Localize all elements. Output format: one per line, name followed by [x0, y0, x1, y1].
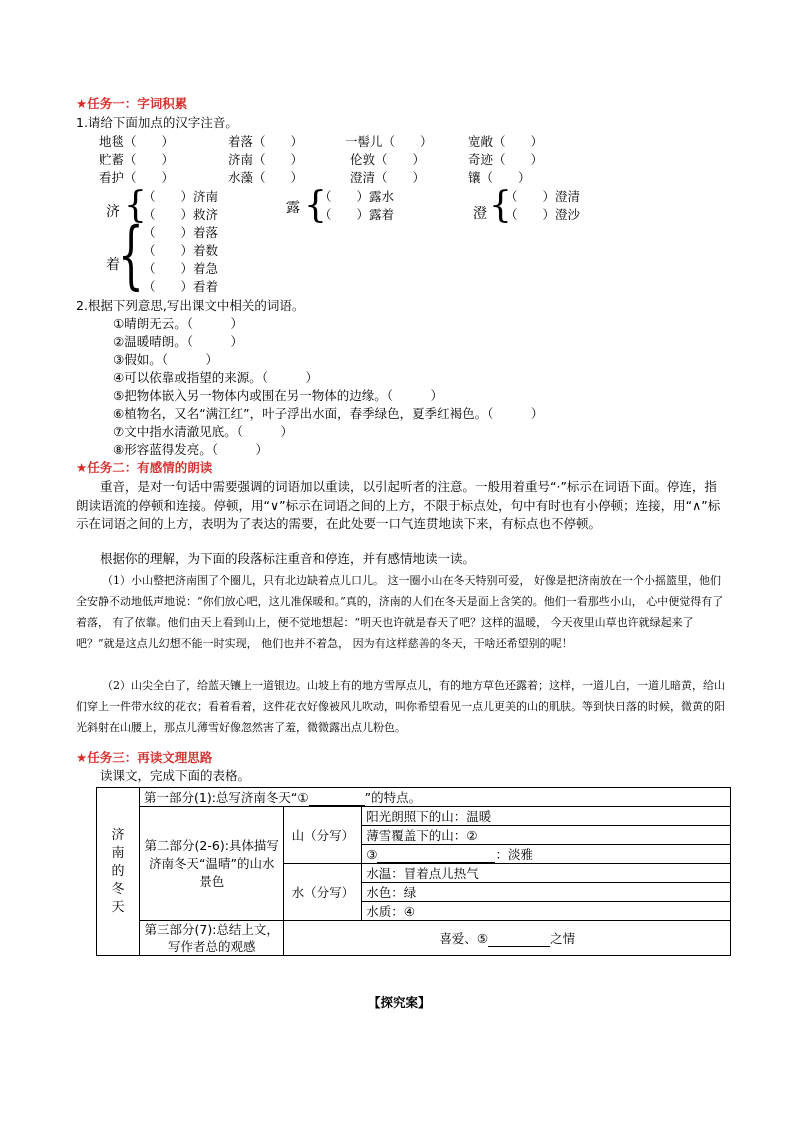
- structure-table: [96, 787, 731, 956]
- water-row-1: 水温：冒着点儿热气: [362, 864, 731, 883]
- part1-cell: 第一部分(1):总写济南冬天“① ”的特点。: [140, 788, 731, 807]
- pinyin-item: 看护（ ）: [99, 170, 175, 185]
- pinyin-item: 宽敞（ ）: [468, 134, 544, 149]
- brace-icon: {: [304, 185, 327, 226]
- definition-item: ③假如。（ ）: [113, 352, 218, 367]
- definition-item: ⑧形容蓝得发亮。（ ）: [113, 442, 268, 457]
- table-topic: 济 南 的 冬 天: [97, 788, 140, 956]
- mountain-cell: 山（分写）: [284, 807, 362, 864]
- section-footer: 【探究案】: [368, 995, 431, 1010]
- pinyin-item: 澄清（ ）: [350, 170, 426, 185]
- part2-cell: 第二部分(2-6):具体描写济南冬天“温晴”的山水景色: [140, 807, 284, 921]
- definition-item: ⑥植物名，又名“满江红”，叶子浮出水面，春季绿色，夏季红褐色。（ ）: [113, 406, 544, 421]
- water-row-3: 水质：④: [362, 902, 731, 921]
- mountain-row-2: 薄雪覆盖下的山：②: [362, 826, 731, 845]
- polyphone-cheng: 澄: [473, 206, 487, 222]
- definition-item: ②温暖晴朗。（ ）: [113, 334, 243, 349]
- pinyin-item: 奇迹（ ）: [468, 152, 544, 167]
- conclusion-cell: 喜爱、⑤ 之情: [284, 921, 731, 956]
- pinyin-item: 一髻儿（ ）: [345, 134, 433, 149]
- definition-item: ⑤把物体嵌入另一物体内或围在另一物体的边缘。（ ）: [113, 388, 443, 403]
- mountain-row-1: 阳光朗照下的山：温暖: [362, 807, 731, 826]
- part3-cell: 第三部分(7):总结上文，写作者总的观感: [140, 921, 284, 956]
- question-1: 1.请给下面加点的汉字注音。: [76, 115, 238, 130]
- brace-icon: {: [124, 185, 147, 226]
- answer-blank[interactable]: [377, 847, 495, 863]
- polyphone-zhe: 着: [106, 257, 120, 273]
- polyphone-item: （ ）救济: [143, 207, 219, 222]
- answer-blank[interactable]: [488, 931, 550, 947]
- brace-icon: {: [118, 212, 144, 298]
- pinyin-item: 伦敦（ ）: [350, 152, 426, 167]
- water-row-2: 水色：绿: [362, 883, 731, 902]
- polyphone-item: （ ）看着: [143, 279, 219, 294]
- reading-passage-1: （1）小山整把济南围了个圈儿，只有北边缺着点儿口儿。 这一圈小山在冬天特别可爱， 好像是把济南放在一个小摇篮里，他们全安静不动地低声地说：“你们放心吧，这儿准保暖和。”真的，济南的人们在冬天是面上含笑的。他们一看那些小山， 心中便觉得有了着落， 有了依靠。他们由天上看到山上，便不觉地想起：“明天也许就是春天了吧？这样的温暖， 今天夜里山草也许就绿起来了吧？”就是这点儿幻想不能一时实现， 他们也并不着急， 因为有这样慈善的冬天，干啥还希望别的呢！: [76, 574, 724, 650]
- stress-pause-intro: 重音，是对一句话中需要强调的词语加以重读，以引起听者的注意。一般用着重号“·”标示在词语下面。停连，指朗读语流的停顿和连接。停顿，用“∨”标示在词语之间的上方，不限于标点处，句中有时也有小停顿；连接，用“∧”标示在词语之间的上方，表明为了表达的需要，在此处要一口气连贯地读下来，有标点也不停顿。: [76, 479, 721, 531]
- pinyin-item: 贮蓄（ ）: [99, 152, 175, 167]
- task3-instruction: 读课文，完成下面的表格。: [100, 768, 251, 783]
- brace-icon: {: [489, 185, 512, 226]
- polyphone-lu: 露: [286, 200, 300, 216]
- question-2: 2.根据下列意思,写出课文中相关的词语。: [76, 298, 305, 313]
- polyphone-item: （ ）着急: [143, 261, 219, 276]
- answer-blank[interactable]: [309, 790, 365, 806]
- definition-item: ⑦文中指水清澈见底。（ ）: [113, 424, 293, 439]
- polyphone-item: （ ）着落: [143, 225, 219, 240]
- polyphone-item: （ ）澄沙: [505, 207, 581, 222]
- water-cell: 水（分写）: [284, 864, 362, 921]
- pinyin-item: 水藻（ ）: [228, 170, 304, 185]
- pinyin-item: 济南（ ）: [228, 152, 304, 167]
- task1-heading: ★任务一：字词积累: [76, 96, 188, 111]
- polyphone-item: （ ）露着: [319, 207, 395, 222]
- task3-heading: ★任务三：再读文理思路: [76, 750, 213, 765]
- definition-item: ④可以依靠或指望的来源。（ ）: [113, 370, 318, 385]
- polyphone-item: （ ）露水: [319, 189, 395, 204]
- task2-heading: ★任务二：有感情的朗读: [76, 460, 213, 475]
- definition-item: ①晴朗无云。（ ）: [113, 316, 243, 331]
- pinyin-item: 镶（ ）: [468, 170, 531, 185]
- mountain-row-3: ③ ：淡雅: [362, 845, 731, 864]
- pinyin-item: 着落（ ）: [228, 134, 304, 149]
- reading-passage-2: （2）山尖全白了，给蓝天镶上一道银边。山坡上有的地方雪厚点儿，有的地方草色还露着；这样，一道儿白，一道儿暗黄，给山们穿上一件带水纹的花衣；看着看着，这件花衣好像被风儿吹动，叫你希望看见一点儿更美的山的肌肤。等到快日落的时候，微黄的阳光斜射在山腰上，那点儿薄雪好像忽然害了羞，微微露出点儿粉色。: [76, 679, 725, 734]
- polyphone-item: （ ）济南: [143, 189, 219, 204]
- task2-instruction: 根据你的理解，为下面的段落标注重音和停连，并有感情地读一读。: [100, 551, 476, 566]
- pinyin-item: 地毯（ ）: [99, 134, 175, 149]
- polyphone-item: （ ）澄清: [505, 189, 581, 204]
- polyphone-item: （ ）着数: [143, 243, 219, 258]
- polyphone-ji: 济: [106, 204, 120, 220]
